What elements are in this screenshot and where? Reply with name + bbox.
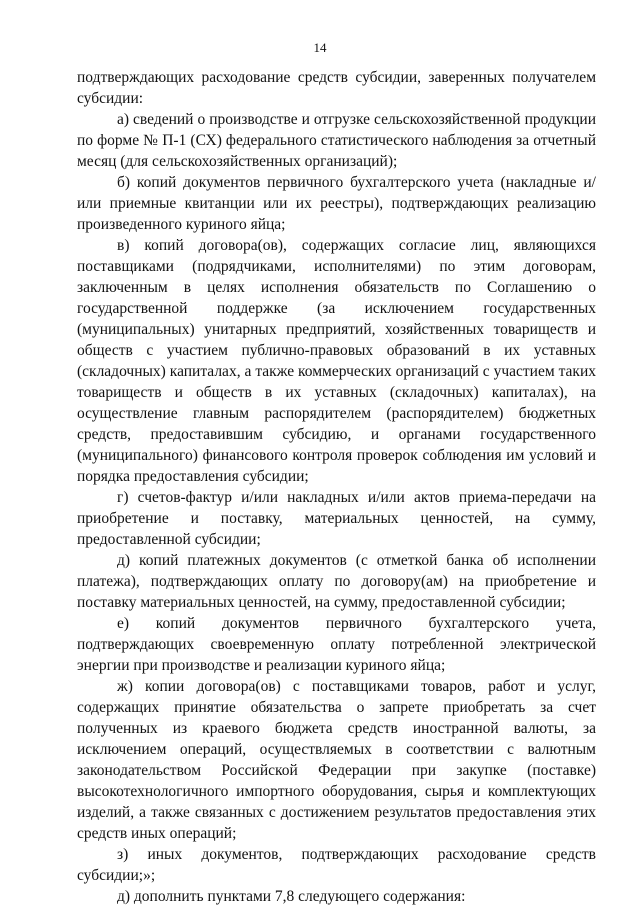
paragraph-item-a: а) сведений о производстве и отгрузке сельскохозяйственной продукции по форме № П-1 (СХ) федерального статистического наблюдения за отчетный месяц (для сельскохозяйственных организаций); <box>77 111 596 170</box>
paragraph-item-g: г) счетов-фактур и/или накладных и/или актов приема-передачи на приобретение и поставку, материальных ценностей, на сумму, предоставленной субсидии; <box>77 489 596 548</box>
paragraph-item-b: б) копий документов первичного бухгалтерского учета (накладные и/или приемные квитанции или их реестры), подтверждающих реализацию произведенного куриного яйца; <box>77 174 596 233</box>
paragraph-amendment-d: д) дополнить пунктами 7,8 следующего содержания: <box>117 888 466 905</box>
paragraph-item-d: д) копий платежных документов (с отметкой банка об исполнении платежа), подтверждающих оплату по договору(ам) на приобретение и поставку материальных ценностей, на сумму, предоставленной субсидии; <box>77 552 596 611</box>
document-body <box>77 67 596 907</box>
paragraph-intro-continuation: подтверждающих расходование средств субсидии, заверенных получателем субсидии: <box>77 69 596 107</box>
paragraph-item-e: е) копий документов первичного бухгалтерского учета, подтверждающих своевременную оплату потребленной электрической энергии при производстве и реализации куриного яйца; <box>77 615 596 674</box>
paragraph-item-z: з) иных документов, подтверждающих расходование средств субсидии;»; <box>77 846 596 884</box>
page-number: 14 <box>313 40 327 55</box>
paragraph-item-v: в) копий договора(ов), содержащих согласие лиц, являющихся поставщиками (подрядчиками, исполнителями) по этим договорам, заключенным в целях исполнения обязательств по Соглашению о государственной поддержке (за исключением государственных (муниципальных) унитарных предприятий, хозяйственных товариществ и обществ с участием публично-правовых образований в их уставных (складочных) капиталах, а также коммерческих организаций с участием таких товариществ и обществ в их уставных (складочных) капиталах), на осуществление главным распорядителем (распорядителем) бюджетных средств, предоставившим субсидию, и органами государственного (муниципального) финансового контроля проверок соблюдения им условий и порядка предоставления субсидии; <box>77 237 596 485</box>
paragraph-item-zh: ж) копии договора(ов) с поставщиками товаров, работ и услуг, содержащих принятие обязательства о запрете приобретать за счет полученных из краевого бюджета средств иностранной валюты, за исключением операций, осуществляемых в соответствии с валютным законодательством Российской Федерации при закупке (поставке) высокотехнологичного импортного оборудования, сырья и комплектующих изделий, а также связанных с достижением результатов предоставления этих средств иных операций; <box>77 678 596 842</box>
